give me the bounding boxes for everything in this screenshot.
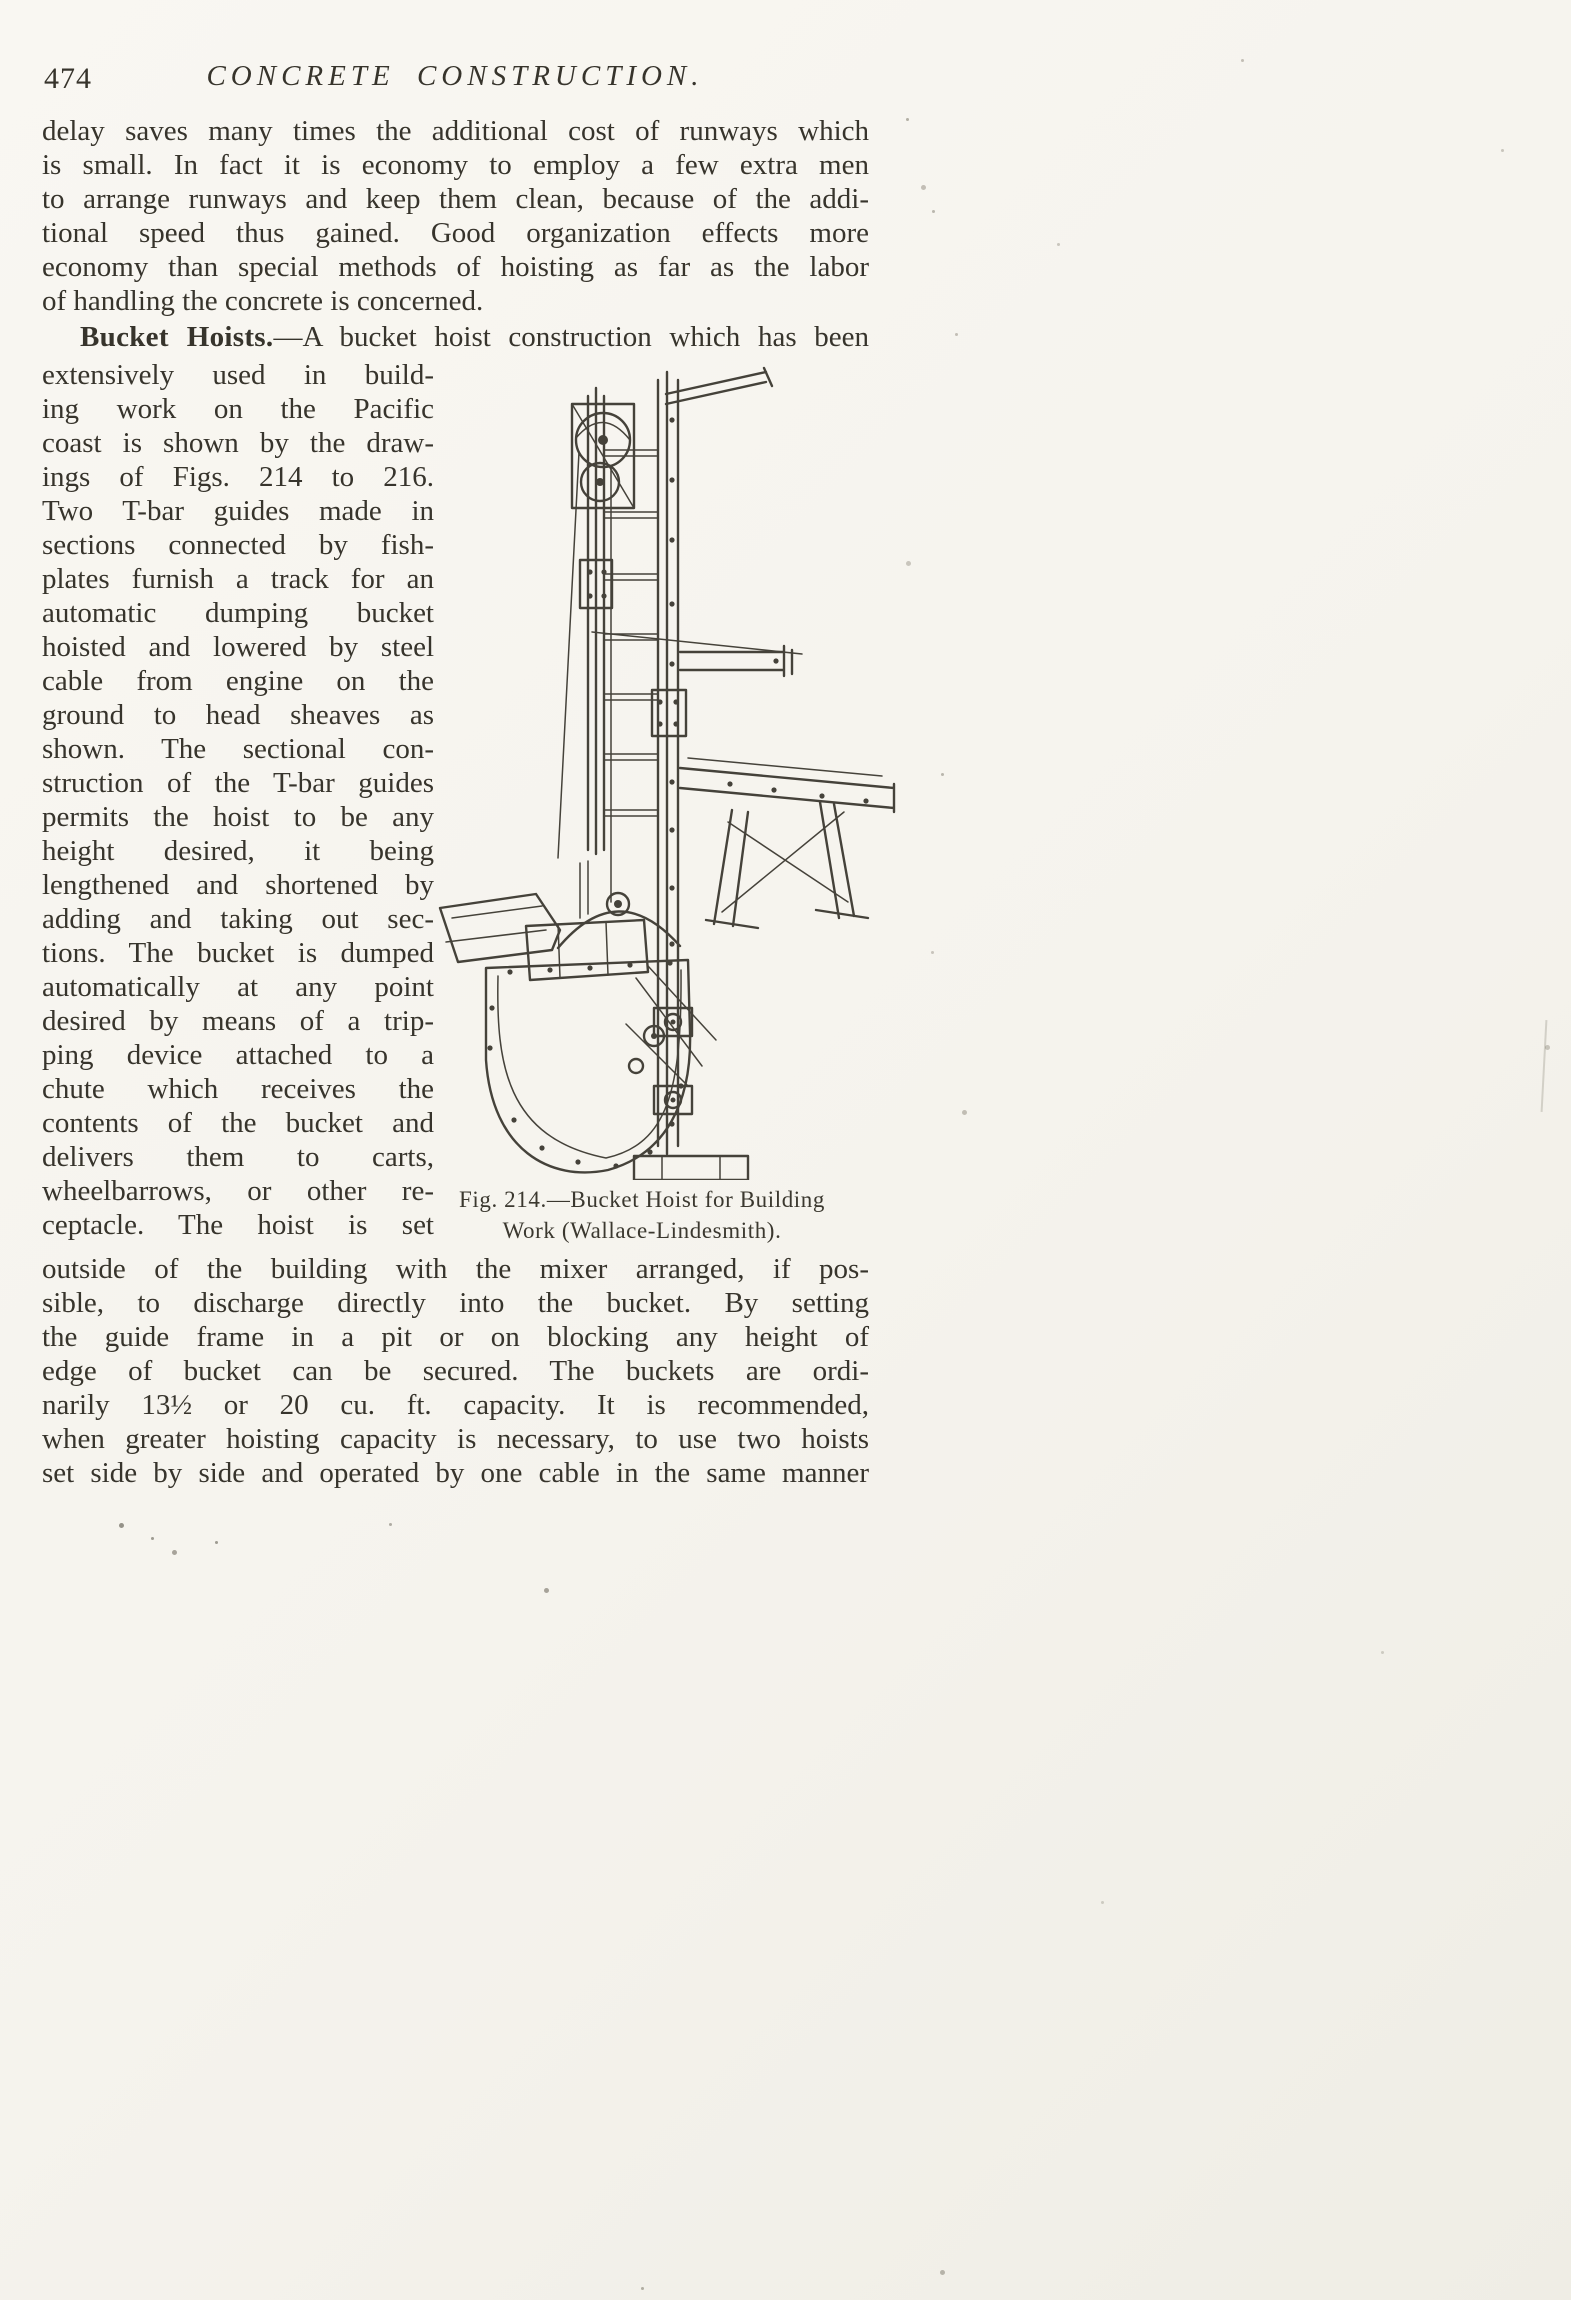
intro-line: economy than special methods of hoisting as far as the labor (42, 251, 869, 283)
closing-line: outside of the building with the mixer arranged, if pos- (42, 1253, 869, 1285)
figure-214 (430, 358, 902, 1180)
closing-line: narily 13½ or 20 cu. ft. capacity. It is recommended, (42, 1389, 869, 1421)
closing-line: when greater hoisting capacity is necessary, to use two hoists (42, 1423, 869, 1455)
hoist-illustration (430, 358, 902, 1180)
intro-line: to arrange runways and keep them clean, because of the addi- (42, 183, 869, 215)
bucket (486, 893, 716, 1172)
column-line: tions. The bucket is dumped (42, 937, 434, 969)
figure-caption (438, 1184, 846, 1246)
column-line: desired by means of a trip- (42, 1005, 434, 1037)
caption-line-1: Fig. 214.—Bucket Hoist for Building (459, 1187, 825, 1212)
loading-arm (592, 632, 802, 676)
scan-crease (1541, 1020, 1548, 1112)
intro-line: tional speed thus gained. Good organization effects more (42, 217, 869, 249)
base-plate (634, 1156, 748, 1180)
intro-line: of handling the concrete is concerned. (42, 285, 484, 317)
column-line: adding and taking out sec- (42, 903, 434, 935)
bucket-hoists-lead-text: —A bucket hoist construction which has been (273, 321, 869, 353)
column-line: sections connected by fish- (42, 529, 434, 561)
column-line: ceptacle. The hoist is set (42, 1209, 434, 1241)
bucket-hoists-lead (42, 320, 869, 354)
column-line: shown. The sectional con- (42, 733, 434, 765)
intro-line: is small. In fact it is economy to employ a few extra men (42, 149, 869, 181)
running-head: CONCRETE CONSTRUCTION. (206, 60, 704, 92)
closing-line: edge of bucket can be secured. The buckets are ordi- (42, 1355, 869, 1387)
column-line: permits the hoist to be any (42, 801, 434, 833)
column-line: wheelbarrows, or other re- (42, 1175, 434, 1207)
page-number: 474 (44, 62, 92, 95)
dump-chute (440, 894, 560, 962)
column-line: coast is shown by the draw- (42, 427, 434, 459)
column-line: ings of Figs. 214 to 216. (42, 461, 434, 493)
column-line: plates furnish a track for an (42, 563, 434, 595)
intro-line: delay saves many times the additional cost of runways which (42, 115, 869, 147)
platform-bracket (680, 758, 894, 928)
left-column (42, 358, 434, 1242)
closing-line: set side by side and operated by one cable in the same manner (42, 1457, 869, 1489)
column-line: chute which receives the (42, 1073, 434, 1105)
caption-line-2: Work (Wallace-Lindesmith). (502, 1218, 782, 1243)
column-line: height desired, it being (42, 835, 434, 867)
column-line: lengthened and shortened by (42, 869, 434, 901)
scan-speckles (0, 0, 3, 3)
column-line: ground to head sheaves as (42, 699, 434, 731)
closing-line: sible, to discharge directly into the bucket. By setting (42, 1287, 869, 1319)
closing-paragraph (42, 1252, 869, 1490)
column-line: struction of the T-bar guides (42, 767, 434, 799)
column-line: automatic dumping bucket (42, 597, 434, 629)
head-sheaves (572, 368, 772, 508)
closing-line: the guide frame in a pit or on blocking any height of (42, 1321, 869, 1353)
column-line: extensively used in build- (42, 359, 434, 391)
bucket-hoists-heading: Bucket Hoists. (80, 321, 274, 353)
intro-paragraph (42, 114, 869, 318)
column-line: automatically at any point (42, 971, 434, 1003)
column-line: ping device attached to a (42, 1039, 434, 1071)
column-line: contents of the bucket and (42, 1107, 434, 1139)
column-line: cable from engine on the (42, 665, 434, 697)
column-line: delivers them to carts, (42, 1141, 434, 1173)
column-line: ing work on the Pacific (42, 393, 434, 425)
column-line: hoisted and lowered by steel (42, 631, 434, 663)
column-line: Two T-bar guides made in (42, 495, 434, 527)
